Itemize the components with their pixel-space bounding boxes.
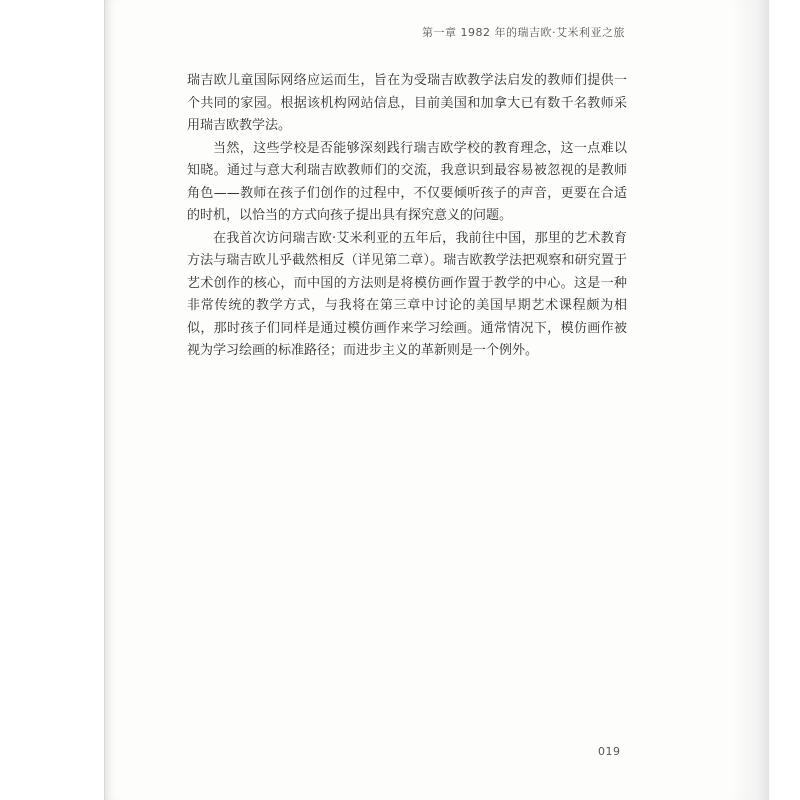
paragraph-2: 当然，这些学校是否能够深刻践行瑞吉欧学校的教育理念，这一点难以知晓。通过与意大利瑞吉欧教师们的交流，我意识到最容易被忽视的是教师角色——教师在孩子们创作的过程中，不仅要倾听孩子的声音，更要在合适的时机，以恰当的方式向孩子提出具有探究意义的问题。 <box>187 140 627 223</box>
page-edge-shadow <box>732 0 769 800</box>
running-header: 第一章 1982 年的瑞吉欧·艾米利亚之旅 <box>422 26 625 39</box>
paragraph-3: 在我首次访问瑞吉欧·艾米利亚的五年后，我前往中国，那里的艺术教育方法与瑞吉欧儿乎截然相反（详见第二章）。瑞吉欧教学法把观察和研究置于艺术创作的核心，而中国的方法则是将模仿画作置于教学的中心。这是一种非常传统的教学方式，与我将在第三章中讨论的美国早期艺术课程颇为相似，那时孩子们同样是通过模仿画作来学习绘画。通常情况下，模仿画作被视为学习绘画的标准路径；而进步主义的革新则是一个例外。 <box>187 230 627 358</box>
page-number: 019 <box>598 745 621 758</box>
body-text <box>187 70 627 363</box>
paragraph-1: 瑞吉欧儿童国际网络应运而生，旨在为受瑞吉欧教学法启发的教师们提供一个共同的家园。根据该机构网站信息，目前美国和加拿大已有数千名教师采用瑞吉欧教学法。 <box>187 73 627 133</box>
